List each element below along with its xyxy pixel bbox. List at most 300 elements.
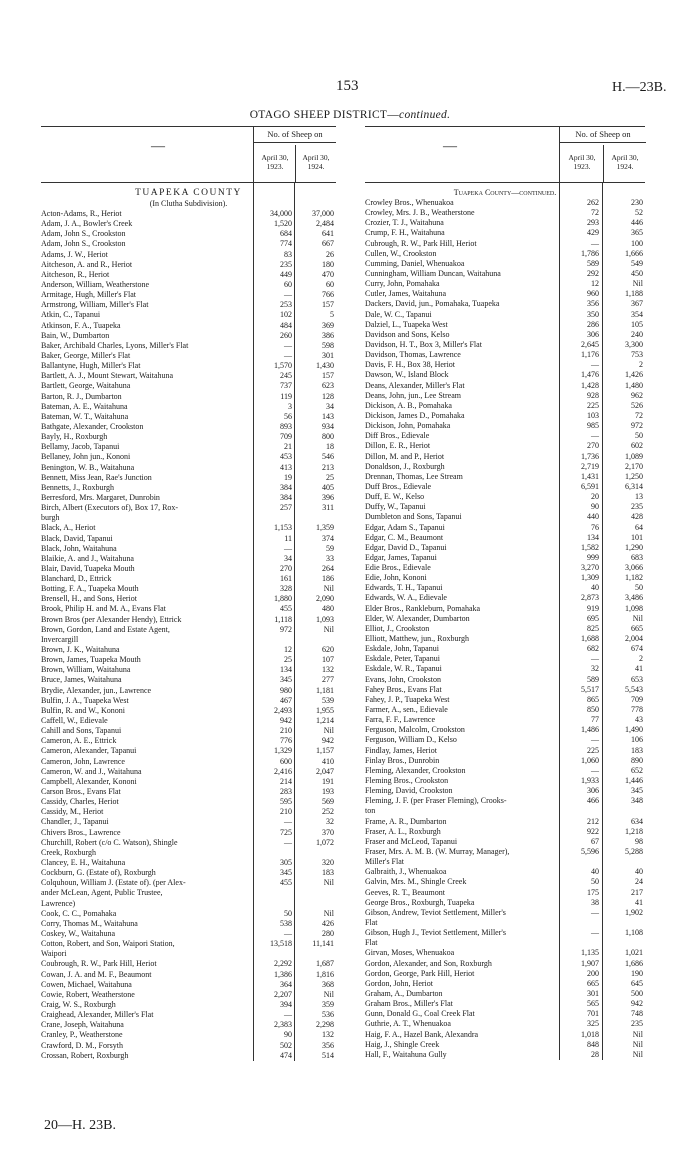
owner-name: Bartlett, A. J., Mount Stewart, Waitahuna [41, 371, 174, 381]
table-row [365, 269, 645, 279]
sheep-1923: 134 [280, 665, 292, 675]
sheep-1924: 132 [322, 665, 334, 675]
sheep-1923: 2,719 [581, 461, 599, 471]
sheep-1923: 825 [587, 623, 599, 633]
table-row [365, 512, 645, 522]
sheep-1923: 32 [591, 664, 599, 674]
table-row [365, 533, 645, 543]
owner-name: Girvan, Moses, Whenuakoa [365, 948, 455, 958]
table-row [365, 482, 645, 492]
sheep-1924: 942 [322, 736, 334, 746]
sheep-1923: 848 [587, 1039, 599, 1049]
table-row [365, 401, 645, 411]
sheep-1924: 890 [631, 755, 643, 765]
sheep-1924: 1,687 [316, 959, 334, 969]
sheep-1923: 737 [280, 381, 292, 391]
sheep-1923: 210 [280, 726, 292, 736]
owner-name: Clancey, E. H., Waitahuna [41, 858, 126, 867]
sheep-1923: 19 [284, 472, 292, 482]
sheep-1923: 467 [280, 695, 292, 705]
owner-name: Eskdale, John, Tapanui [365, 644, 439, 654]
table-row [41, 696, 336, 706]
sheep-1923: 225 [587, 400, 599, 410]
owner-name: Adams, J. W., Heriot [41, 249, 108, 259]
sheep-1923: 1,476 [581, 370, 599, 380]
sheep-1924: 1,188 [625, 289, 643, 299]
sheep-1923: — [284, 543, 292, 553]
owner-name: Cook, C. C., Pomahaka [41, 908, 117, 918]
owner-name: Elliot, J., Crookston [365, 623, 430, 633]
sheep-1924: 709 [631, 694, 643, 704]
sheep-1923: 1,329 [274, 746, 292, 756]
table-row [365, 370, 645, 380]
table-row [41, 452, 336, 462]
table-row [41, 1051, 336, 1061]
sheep-1923: 484 [280, 320, 292, 330]
sheep-1924: 40 [635, 867, 643, 877]
owner-name: Dalziel, L., Tuapeka West [365, 319, 448, 329]
sheep-1923: 210 [280, 807, 292, 817]
owner-name: Crozier, T. J., Waitahuna [365, 218, 444, 228]
sheep-1923: 1,570 [274, 361, 292, 371]
sheep-count-header [253, 127, 336, 182]
sheep-1924: 230 [631, 198, 643, 207]
sheep-1924: 1,218 [625, 826, 643, 836]
table-row [365, 634, 645, 644]
right-table-body [365, 183, 645, 1060]
sheep-1923: 119 [280, 391, 292, 401]
sheep-1924: 1,816 [316, 969, 334, 979]
sheep-1923: 306 [587, 786, 599, 796]
owner-name: Coubrough, R. W., Park Hill, Heriot [41, 959, 157, 969]
owner-name: Blanchard, D., Ettrick [41, 574, 112, 584]
table-row [41, 868, 336, 878]
owner-name: Black, David, Tapanui [41, 533, 113, 543]
sheep-1924: 3,300 [625, 339, 643, 349]
sheep-1924: 301 [322, 350, 334, 360]
owner-name: Cullen, W., Crookston [365, 248, 437, 258]
owner-name: Elliott, Matthew, jun., Roxburgh [365, 634, 469, 644]
sheep-1924: 426 [322, 918, 334, 928]
sheep-1923: 684 [280, 229, 292, 239]
table-row [41, 493, 336, 503]
sheep-1923: 960 [587, 289, 599, 299]
owner-name: Crossan, Robert, Roxburgh [41, 1050, 129, 1060]
sheep-1924: 64 [635, 522, 643, 532]
sheep-1924: 2 [639, 654, 643, 664]
table-row [365, 675, 645, 685]
owner-name: Edie Bros., Edievale [365, 563, 431, 573]
owner-name: Ferguson, Malcolm, Crookston [365, 725, 465, 735]
sheep-1924: Nil [323, 989, 334, 999]
sheep-1924: 101 [631, 532, 643, 542]
sheep-1923: 292 [587, 268, 599, 278]
sheep-1923: 502 [280, 1040, 292, 1050]
sheep-1923: 225 [587, 745, 599, 755]
table-row [365, 867, 645, 877]
sheep-1924: 934 [322, 421, 334, 431]
owner-name: Farmer, A., sen., Edievale [365, 705, 448, 715]
table-row [365, 756, 645, 766]
owner-name: Bayly, H., Roxburgh [41, 432, 108, 442]
sheep-1923: 942 [280, 716, 292, 726]
owner-name: Adam, John S., Crookston [41, 239, 126, 249]
table-row [41, 534, 336, 544]
owner-name: Duff, E. W., Kelso [365, 492, 425, 502]
owner-name: Acton-Adams, R., Heriot [41, 209, 122, 218]
table-row [365, 918, 645, 928]
sheep-1923: 2,645 [581, 339, 599, 349]
sheep-1923: — [284, 837, 292, 847]
table-row [365, 796, 645, 806]
sheep-1923: — [591, 238, 599, 248]
table-row [41, 615, 336, 625]
owner-name: Crawford, D. M., Forsyth [41, 1040, 123, 1050]
owner-name: Bellamy, Jacob, Tapanui [41, 442, 120, 452]
sheep-1924: 191 [322, 776, 334, 786]
title-main: OTAGO SHEEP DISTRICT— [249, 109, 400, 121]
table-row [41, 746, 336, 756]
owner-name: Duffy, W., Tapanui [365, 502, 426, 512]
sheep-1923: 922 [587, 826, 599, 836]
sheep-1924: 368 [322, 979, 334, 989]
table-row [365, 979, 645, 989]
sheep-1924: 1,021 [625, 948, 643, 958]
sheep-1923: 90 [591, 502, 599, 512]
owner-name: Elder, W. Alexander, Dumbarton [365, 613, 470, 623]
sheep-1924: 345 [631, 786, 643, 796]
sheep-1924: Nil [632, 613, 643, 623]
table-row [365, 1019, 645, 1029]
header-dash: — [443, 139, 457, 154]
sheep-1923: — [591, 360, 599, 370]
sheep-1923: 1,786 [581, 248, 599, 258]
table-row [365, 593, 645, 603]
sheep-1924: 748 [631, 1009, 643, 1019]
sheep-1923: 665 [587, 978, 599, 988]
sheep-1924: 369 [322, 320, 334, 330]
table-row [365, 330, 645, 340]
owner-name: Fleming Bros., Crookston [365, 776, 449, 786]
sheep-1924: 348 [631, 796, 643, 806]
sheep-1924: 620 [322, 645, 334, 655]
sheep-1923: 306 [587, 329, 599, 339]
sheep-1924: 32 [326, 817, 334, 827]
sheep-1924: 1,955 [316, 705, 334, 715]
sheep-1924: 623 [322, 381, 334, 391]
sheep-1924: 1,666 [625, 248, 643, 258]
sheep-1923: 350 [587, 309, 599, 319]
owner-name: Bulfin, R. and W., Kononi [41, 705, 126, 715]
sheep-1923: 565 [587, 999, 599, 1009]
sheep-1923: 440 [587, 512, 599, 522]
table-row [41, 371, 336, 381]
sheep-1923: 455 [280, 878, 292, 888]
table-row [365, 1040, 645, 1050]
table-row [365, 614, 645, 624]
sheep-1923: — [591, 907, 599, 917]
sheep-1924: 1,426 [625, 370, 643, 380]
sheep-1924: 190 [631, 968, 643, 978]
sheep-1924: 157 [322, 371, 334, 381]
owner-name: Armstrong, William, Miller's Flat [41, 300, 149, 310]
sheep-1924: 598 [322, 340, 334, 350]
owner-name: Graham Bros., Miller's Flat [365, 999, 453, 1009]
sheep-1924: 2,047 [316, 766, 334, 776]
sheep-1923: 235 [280, 259, 292, 269]
table-row [41, 949, 336, 959]
sheep-1924: 539 [322, 695, 334, 705]
owner-name: Farra, F. F., Lawrence [365, 715, 436, 725]
sheep-1923: 134 [587, 532, 599, 542]
sheep-1924: 11,141 [312, 939, 334, 949]
owner-name: Donaldson, J., Roxburgh [365, 461, 445, 471]
owner-name: Findlay, James, Heriot [365, 745, 437, 755]
sheep-1923: — [591, 765, 599, 775]
owner-name: Bulfin, J. A., Tuapeka West [41, 695, 129, 705]
sheep-1924: 653 [631, 674, 643, 684]
owner-name: Aitcheson, R., Heriot [41, 269, 110, 279]
sheep-1923: — [284, 350, 292, 360]
sheep-1924: 13 [635, 492, 643, 502]
table-row [41, 219, 336, 229]
sheep-1923: 12 [284, 645, 292, 655]
table-row [41, 483, 336, 493]
table-row [365, 340, 645, 350]
sheep-1923: 384 [280, 482, 292, 492]
table-row [41, 757, 336, 767]
owner-name: Davidson, Thomas, Lawrence [365, 350, 461, 360]
owner-name: Brown Bros (per Alexander Hendy), Ettrick [41, 614, 182, 624]
table-row [365, 786, 645, 796]
col-1923-header: April 30, 1923. [261, 153, 289, 171]
owner-name: Hall, F., Waitahuna Gully [365, 1049, 447, 1059]
owner-name: Churchill, Robert (c/o C. Watson), Shingle [41, 837, 178, 847]
sheep-1923: 38 [591, 897, 599, 907]
owner-name: Dale, W. C., Tapanui [365, 309, 432, 319]
sheep-1923: 67 [591, 836, 599, 846]
owner-name: Flat [365, 938, 378, 948]
owner-name: Elder Bros., Rankleburn, Pomahaka [365, 603, 481, 613]
sheep-1923: 286 [587, 319, 599, 329]
sheep-1923: 1,880 [274, 594, 292, 604]
table-row [41, 331, 336, 341]
sheep-1924: 183 [631, 745, 643, 755]
table-row [365, 1050, 645, 1060]
sheep-1923: 466 [587, 796, 599, 806]
sheep-1924: 277 [322, 675, 334, 685]
table-row [365, 999, 645, 1009]
sheep-1924: 41 [635, 664, 643, 674]
table-row [365, 725, 645, 735]
table-row [365, 259, 645, 269]
sheep-1923: — [591, 654, 599, 664]
table-row [41, 503, 336, 513]
sheep-1924: 180 [322, 259, 334, 269]
sheep-1924: 1,250 [625, 471, 643, 481]
owner-name: Bain, W., Dumbarton [41, 330, 110, 340]
table-row [41, 392, 336, 402]
owner-name: Craighead, Alexander, Miller's Flat [41, 1010, 154, 1020]
sheep-1924: 1,430 [316, 361, 334, 371]
table-row [41, 828, 336, 838]
sheep-1924: 634 [631, 816, 643, 826]
sheep-1923: 850 [587, 705, 599, 715]
owner-name: Dillon, M. and P., Heriot [365, 451, 445, 461]
owner-name: Waipori [41, 949, 67, 959]
sheep-1924: 410 [322, 756, 334, 766]
table-row [365, 462, 645, 472]
sheep-1924: 1,490 [625, 725, 643, 735]
owner-name: Carson Bros., Evans Flat [41, 787, 121, 797]
sheep-1924: 526 [631, 400, 643, 410]
page-title [0, 109, 700, 121]
sheep-1924: Nil [632, 1029, 643, 1039]
sheep-1923: 13,518 [270, 939, 292, 949]
owner-name: Cowie, Robert, Weatherstone [41, 989, 135, 999]
sheep-1924: 1,446 [625, 776, 643, 786]
sheep-1923: — [591, 431, 599, 441]
table-row [365, 654, 645, 664]
sheep-1923: 589 [587, 258, 599, 268]
owner-name: Atkin, C., Tapanui [41, 310, 101, 320]
sheep-1923: 262 [587, 198, 599, 207]
sheep-1923: 253 [280, 300, 292, 310]
sheep-1924: 674 [631, 644, 643, 654]
sheep-1924: 217 [631, 887, 643, 897]
owner-name: Deans, John, jun., Lee Stream [365, 390, 461, 400]
owner-name: Flat [365, 917, 378, 927]
sheep-1923: 1,486 [581, 725, 599, 735]
owner-name: Cahill and Sons, Tapanui [41, 726, 122, 736]
sheep-1924: 5,543 [625, 684, 643, 694]
sheep-1923: — [284, 928, 292, 938]
sheep-1924: 183 [322, 868, 334, 878]
table-row [41, 787, 336, 797]
owner-name: Eskdale, Peter, Tapanui [365, 654, 440, 664]
owner-name: Cameron, Alexander, Tapanui [41, 746, 137, 756]
sheep-1924: 480 [322, 604, 334, 614]
owner-name: Blair, David, Tuapeka Mouth [41, 563, 135, 573]
sheep-1924: 3,486 [625, 593, 643, 603]
owner-name: Edgar, Adam S., Tapanui [365, 522, 445, 532]
sheep-1924: 264 [322, 563, 334, 573]
table-row [365, 289, 645, 299]
table-row [41, 726, 336, 736]
table-row [365, 218, 645, 228]
owner-name: Brown, J. K., Waitahuna [41, 645, 120, 655]
sheep-1924: 549 [631, 258, 643, 268]
table-row [365, 523, 645, 533]
sheep-1923: 2,292 [274, 959, 292, 969]
owner-name: Deans, Alexander, Miller's Flat [365, 380, 465, 390]
sheep-1923: 20 [591, 492, 599, 502]
table-row [41, 807, 336, 817]
owner-name: Cassidy, Charles, Heriot [41, 797, 119, 807]
owner-name: Adam, John S., Crookston [41, 229, 126, 239]
table-row [41, 412, 336, 422]
sheep-1923: 865 [587, 694, 599, 704]
table-row [41, 675, 336, 685]
sheep-1924: 311 [322, 503, 334, 513]
sheep-1923: 1,907 [581, 958, 599, 968]
sheep-1923: — [591, 928, 599, 938]
sheep-1924: 100 [631, 238, 643, 248]
sheep-1923: 260 [280, 330, 292, 340]
table-row [365, 959, 645, 969]
sheep-1923: 60 [284, 279, 292, 289]
sheep-1924: 59 [326, 543, 334, 553]
sheep-1924: 18 [326, 442, 334, 452]
sheep-1923: 2,493 [274, 705, 292, 715]
table-row [41, 239, 336, 249]
owner-name: Ferguson, William D., Kelso [365, 735, 457, 745]
sheep-1923: 40 [591, 867, 599, 877]
owner-name: Davidson and Sons, Kelso [365, 329, 450, 339]
sheep-1924: 128 [322, 391, 334, 401]
owner-name: Edwards, W. A., Edievale [365, 593, 447, 603]
owner-name: Davis, F. H., Box 38, Heriot [365, 360, 456, 370]
table-row [41, 1020, 336, 1030]
sheep-1924: 33 [326, 553, 334, 563]
owner-name: Dumbleton and Sons, Tapanui [365, 512, 462, 522]
owner-name: Gordon, John, Heriot [365, 978, 433, 988]
table-row [365, 472, 645, 482]
owner-name: Drennan, Thomas, Lee Stream [365, 471, 463, 481]
owner-name: Cutler, James, Waitahuna [365, 289, 447, 299]
sheep-1924: 652 [631, 765, 643, 775]
sheep-1924: 405 [322, 482, 334, 492]
owner-name: Geeves, R. T., Beaumont [365, 887, 445, 897]
sheep-1924: Nil [323, 584, 334, 594]
owner-name: Graham, A., Dumbarton [365, 988, 443, 998]
owner-name: Fleming, J. F. (per Fraser Fleming), Crooks- [365, 796, 507, 806]
sheep-1924: 1,108 [625, 928, 643, 938]
sheep-1923: 214 [280, 776, 292, 786]
owner-name: Cockburn, G. (Estate of), Roxburgh [41, 868, 156, 878]
table-row [41, 574, 336, 584]
table-row [41, 290, 336, 300]
sheep-1923: 2,873 [581, 593, 599, 603]
sheep-1923: — [284, 817, 292, 827]
sheep-1923: 394 [280, 999, 292, 1009]
sheep-1923: 56 [284, 411, 292, 421]
sheep-1924: 2,004 [625, 634, 643, 644]
sheep-1924: 186 [322, 574, 334, 584]
table-row [365, 624, 645, 634]
sheep-1924: 6,314 [625, 481, 643, 491]
table-row [365, 888, 645, 898]
table-row [41, 686, 336, 696]
col-1924-header: April 30, 1924. [611, 153, 639, 171]
owner-name: Chivers Bros., Lawrence [41, 827, 121, 837]
sheep-1924: 320 [322, 858, 334, 867]
owner-name: Adam, J. A., Bowler's Creek [41, 219, 133, 229]
owner-name: Eskdale, W. R., Tapanui [365, 664, 442, 674]
sheep-1924: 428 [631, 512, 643, 522]
table-row [41, 513, 336, 523]
table-row [365, 837, 645, 847]
table-row [365, 664, 645, 674]
table-row [41, 351, 336, 361]
sheep-1924: 386 [322, 330, 334, 340]
table-row [365, 452, 645, 462]
sheep-1924: 106 [631, 735, 643, 745]
sheep-1924: 470 [322, 269, 334, 279]
sheep-1923: 257 [280, 503, 292, 513]
sheep-1924: 396 [322, 492, 334, 502]
owner-name: burgh [41, 513, 60, 523]
